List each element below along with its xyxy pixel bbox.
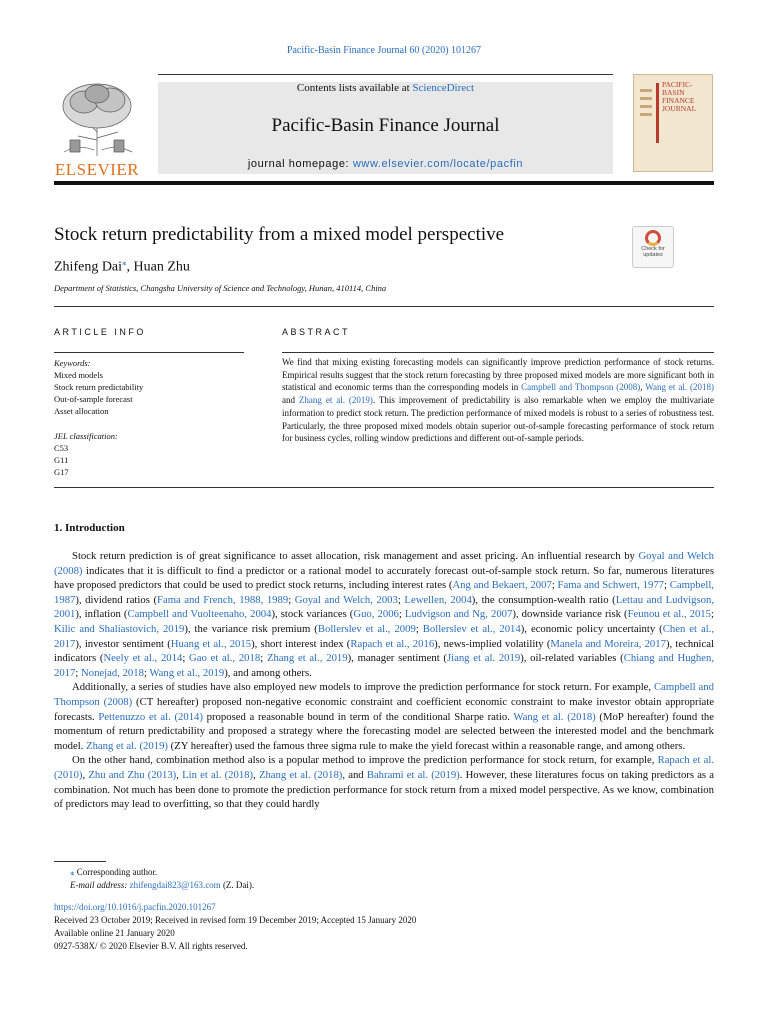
citation-link[interactable]: Rapach et al. (2010) [54, 754, 714, 781]
abstract-text [282, 352, 714, 445]
cover-stripe [640, 97, 652, 100]
footnote-rule [54, 861, 106, 862]
journal-citation[interactable]: Pacific-Basin Finance Journal 60 (2020) 101267 [286, 45, 482, 56]
body-text: ), dividend ratios ( [75, 593, 157, 606]
citation-link[interactable]: Pettenuzzo et al. (2014) [98, 710, 203, 723]
citation-link[interactable]: Chen et al., 2017 [54, 622, 715, 650]
email-label: E-mail address: [70, 880, 130, 890]
body-text: ), the consumption-wealth ratio ( [471, 593, 616, 606]
keyword: Stock return predictability [54, 382, 144, 392]
body-text: Stock return prediction is of great significance to asset allocation, risk management and asset pricing. An influential research by [72, 550, 639, 562]
body-text: ; [182, 652, 190, 665]
citation-link[interactable]: Huang et al., 2015 [170, 637, 252, 650]
abstract-separator: , [640, 382, 646, 393]
citation-link[interactable]: Rapach et al., 2016 [350, 637, 435, 650]
journal-homepage [158, 158, 613, 170]
introduction-body [54, 549, 714, 812]
citation-link[interactable]: Zhu and Zhu (2013) [88, 768, 177, 781]
body-text: ; [397, 593, 405, 606]
copyright: 0927-538X/ © 2020 Elsevier B.V. All rights reserved. [54, 941, 248, 951]
received-dates: Received 23 October 2019; Received in revised form 19 December 2019; Accepted 15 January 2020 [54, 915, 417, 925]
homepage-prefix: journal homepage: [247, 158, 353, 170]
corresponding-mark[interactable]: ⁎ [122, 257, 127, 267]
footnote-mark[interactable]: ⁎ [70, 867, 75, 877]
section-rule [54, 487, 714, 488]
email-note [54, 879, 714, 892]
citation-link[interactable]: Wang et al. (2018) [513, 710, 596, 723]
masthead-top-rule [158, 74, 613, 75]
body-text: , [253, 768, 259, 781]
check-for-updates-badge[interactable] [632, 226, 674, 268]
keyword: Out-of-sample forecast [54, 394, 133, 404]
citation-link[interactable]: Feunou et al., 2015 [627, 608, 711, 621]
keyword: Asset allocation [54, 406, 109, 416]
citation-link[interactable]: Zhang et al. (2018) [258, 768, 343, 781]
citation-link[interactable]: Goyal and Welch (2008) [54, 550, 715, 577]
body-text: (CT hereafter) proposed non-negative economic constraint and coefficient economic constraint to make investor obtain appropriate forecasts. [54, 695, 714, 723]
citation-link[interactable]: Campbell and Vuolteenaho, 2004 [127, 608, 272, 621]
citation-link[interactable]: Lewellen, 2004 [404, 593, 472, 606]
cover-stripe [640, 89, 652, 92]
abstract-sentence: We find that mixing existing forecasting models can significantly improve prediction performance of stock returns. Empirical results suggest that the stock return forecasting by three proposed mixed models are more significant both in statistical and economic terms than the corresponding models in [282, 357, 714, 393]
body-text: ), investor sentiment ( [75, 637, 171, 650]
corresponding-author-note [54, 866, 714, 879]
citation-link[interactable]: Wang et al. (2018) [645, 382, 714, 393]
abstract-sentence: . This improvement of predictability is also remarkable when we employ the multivariate information to predict stock return. The prediction performance of mixed models is robust to a series of robustness test. Particularly, the three proposed mixed models obtain superior out-of-sample forecasting performance of stock return for business cycles, rolling window predictions and different out-of-sample periods. [282, 395, 714, 444]
citation-link[interactable]: Fama and French, 1988, 1989 [157, 593, 289, 606]
author-name[interactable]: Zhifeng Dai [54, 259, 123, 275]
body-text: ), downside variance risk ( [512, 608, 628, 621]
citation-link[interactable]: Neely et al., 2014 [103, 652, 183, 665]
body-text: , [82, 768, 89, 781]
citation-link[interactable]: Lettau and Ludvigson, 2001 [54, 593, 714, 621]
contents-line [158, 82, 613, 94]
journal-cover-thumbnail[interactable] [633, 74, 713, 172]
body-text: ; [415, 622, 423, 635]
email-link[interactable]: zhifengdai823@163.com [129, 880, 221, 890]
section-heading-introduction: 1. Introduction [54, 522, 125, 534]
paragraph [54, 753, 714, 811]
body-text: indicates that it is difficult to find a predictor or a rational model to accurately forecast out-of-sample stock return. So far, numerous literatures have proposed predictors that could be used to predict stock returns, including interest rates ( [54, 564, 714, 592]
citation-link[interactable]: Zhang et al. (2019) [86, 739, 168, 752]
email-suffix: (Z. Dai). [220, 880, 255, 890]
body-text: ), and among others. [224, 666, 312, 679]
citation-link[interactable]: Manela and Moreira, 2017 [550, 637, 666, 650]
available-online: Available online 21 January 2020 [54, 928, 175, 938]
body-text: ; [288, 593, 295, 606]
jel-label: JEL classification: [54, 431, 118, 441]
citation-link[interactable]: Campbell and Thompson (2008) [54, 681, 714, 708]
homepage-link[interactable]: www.elsevier.com/locate/pacfin [352, 158, 524, 170]
jel-code: C53 [54, 443, 69, 453]
body-text: ), stock variances ( [271, 608, 354, 621]
elsevier-tree-icon [54, 80, 140, 158]
body-text: ; [143, 666, 150, 679]
citation-link[interactable]: Chiang and Hughen, 2017 [54, 652, 715, 679]
abstract-heading: ABSTRACT [282, 327, 351, 337]
body-text: (ZY hereafter) used the famous three sigma rule to make the yield forecast within a reasonable range, and among others. [167, 739, 686, 752]
update-icon [645, 230, 661, 246]
section-rule [54, 306, 714, 307]
body-text: ), the variance risk premium ( [184, 622, 318, 635]
body-text: ), manager sentiment ( [347, 652, 447, 665]
citation-link[interactable]: Bollerslev et al., 2009 [317, 622, 416, 635]
citation-link[interactable]: Jiang et al. 2019 [446, 652, 521, 665]
body-text: , [176, 768, 183, 781]
body-text: ), inflation ( [75, 608, 128, 621]
body-text: , and [342, 768, 367, 781]
body-text: (MoP hereafter) found the momentum of return predictability and proposed a strategy where the forecasting model are selected between the interested model and the benchmark model. [54, 710, 715, 752]
cover-stripe [640, 113, 652, 116]
badge-label: Check for updates [641, 246, 665, 258]
citation-link[interactable]: Lin et al. (2018) [182, 768, 254, 781]
author-list [54, 257, 190, 276]
citation-link[interactable]: Nonejad, 2018 [81, 666, 144, 679]
body-text: ; [710, 608, 714, 621]
citation-link[interactable]: Zhang et al., 2019 [266, 652, 348, 665]
body-text: ), oil-related variables ( [520, 652, 624, 665]
citation-link[interactable]: Goyal and Welch, 2003 [294, 593, 398, 606]
body-text: proposed a reasonable bound in term of the conditional Sharpe ratio. [202, 710, 514, 723]
body-text: ), technical indicators ( [54, 637, 714, 665]
body-text: . However, these literatures focus on taking predictors as a combination. Not much has been done to promote the prediction performance for stock return from a mixed model perspective. As we know, combination of predictors may lead to overfitting, so that they could hardly [54, 768, 715, 811]
jel-code: G11 [54, 455, 69, 465]
citation-link[interactable]: Guo, 2006 [353, 608, 399, 621]
citation-link[interactable]: Gao et al., 2018 [189, 652, 261, 665]
citation-link[interactable]: Campbell, 1987 [54, 579, 714, 606]
citation-link[interactable]: Bollerslev et al., 2014 [422, 622, 521, 635]
body-text: ), short interest index ( [251, 637, 351, 650]
body-text: ), economic policy uncertainty ( [520, 622, 663, 635]
jel-code: G17 [54, 467, 69, 477]
article-title: Stock return predictability from a mixed model perspective [54, 224, 505, 245]
elsevier-logo [54, 80, 140, 179]
citation-link[interactable]: Wang et al., 2019 [149, 666, 225, 679]
paragraph [54, 680, 714, 753]
author-name[interactable]: , Huan Zhu [126, 259, 190, 275]
header-thick-rule [54, 181, 714, 185]
body-text: ), news-implied volatility ( [434, 637, 551, 650]
affiliation: Department of Statistics, Changsha University of Science and Technology, Hunan, 410114, China [54, 283, 387, 293]
doi-link[interactable]: https://doi.org/10.1016/j.pacfin.2020.101267 [54, 902, 216, 912]
citation-link[interactable]: Fama and Schwert, 1977 [557, 579, 665, 592]
body-text: ; [260, 652, 267, 665]
cover-title: PACIFIC- BASIN FINANCE JOURNAL [662, 80, 697, 113]
footnotes [54, 866, 714, 892]
article-info-box [54, 352, 244, 478]
citation-link[interactable]: Kilic and Shaliastovich, 2019 [54, 622, 185, 635]
article-info-heading: ARTICLE INFO [54, 327, 146, 337]
abstract-separator: and [282, 395, 299, 406]
cover-stripe [640, 105, 652, 108]
body-text: ; [551, 579, 558, 592]
journal-title: Pacific-Basin Finance Journal [271, 115, 500, 136]
citation-link[interactable]: Zhang et al. (2019) [298, 395, 373, 406]
keywords-label: Keywords: [54, 358, 91, 368]
body-text: Additionally, a series of studies have also employed new models to improve the prediction performance for stock return. For example, [72, 681, 655, 694]
citation-link[interactable]: Campbell and Thompson (2008) [521, 382, 641, 393]
body-text: ; [75, 666, 82, 679]
citation-link[interactable]: Ludvigson and Ng, 2007 [404, 608, 513, 621]
footnote-text: Corresponding author. [74, 867, 158, 877]
sciencedirect-link[interactable]: ScienceDirect [412, 82, 475, 94]
paragraph [54, 549, 714, 680]
publication-info [54, 901, 714, 953]
contents-prefix: Contents lists available at [296, 82, 413, 94]
citation-link[interactable]: Ang and Bekaert, 2007 [452, 579, 552, 592]
keyword: Mixed models [54, 370, 103, 380]
body-text: ; [664, 579, 670, 592]
elsevier-wordmark: ELSEVIER [54, 160, 140, 179]
body-text: On the other hand, combination method also is a popular method to improve the prediction performance for stock return, for example, [72, 754, 658, 767]
citation-link[interactable]: Bahrami et al. (2019) [366, 768, 460, 781]
body-text: ; [398, 608, 405, 621]
